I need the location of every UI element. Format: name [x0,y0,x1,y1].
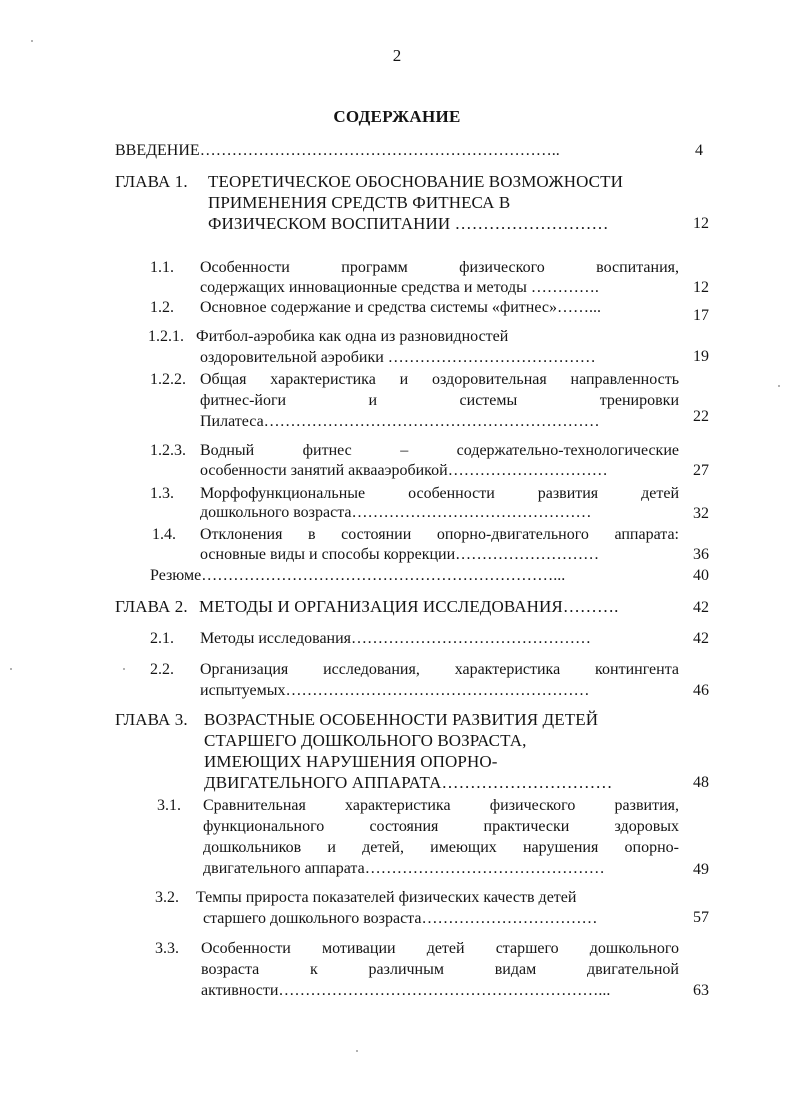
toc-s1-2-3-line: Водный фитнес – содержательно-технологические [200,442,679,459]
toc-s1-3-line: Морфофункциональные особенности развития детей [200,485,679,502]
toc-s3-2-number: 3.2. [155,889,179,906]
toc-s1-2-2-page: 22 [693,408,709,425]
toc-s1-4-line: основные виды и способы коррекции……………………… [200,546,600,563]
toc-s3-3-page: 63 [693,982,709,999]
toc-s1-3-number: 1.3. [150,485,174,502]
toc-s1-2-2-line: Общая характеристика и оздоровительная направленность [200,371,679,388]
page-title: СОДЕРЖАНИЕ [333,107,461,126]
toc-s3-1-line: дошкольников и детей, имеющих нарушения опорно- [203,839,679,856]
toc-s1-4-line: Отклонения в состоянии опорно-двигательного аппарата: [200,526,679,543]
toc-s1-2-1-line: оздоровительной аэробики ………………………………… [200,349,596,366]
toc-s1-2-3-number: 1.2.3. [150,442,186,459]
page-number: 2 [392,46,402,65]
toc-ch1-number: ГЛАВА 1. [115,172,188,191]
toc-s1-4-number: 1.4. [152,526,176,543]
toc-s1-2-3-line: особенности занятий аквааэробикой………………………… [200,462,608,479]
toc-intro-page: 4 [695,142,703,159]
toc-s3-1-number: 3.1. [157,797,181,814]
toc-s1-1-line: содержащих инновационные средства и методы …………. [200,279,599,296]
toc-ch1-page: 12 [693,215,709,232]
toc-s1-2-2-number: 1.2.2. [150,371,186,388]
scan-speck [10,668,12,670]
toc-s2-1-page: 42 [693,630,709,647]
toc-s3-2-page: 57 [693,909,709,926]
toc-s1-2-1-page: 19 [693,348,709,365]
toc-ch3-number: ГЛАВА 3. [115,710,188,729]
toc-s1-2-3-page: 27 [693,462,709,479]
toc-summary-page: 40 [693,567,709,584]
toc-ch3-page: 48 [693,774,709,791]
toc-s2-1-line: Методы исследования……………………………………… [200,630,592,647]
toc-s1-1-line: Особенности программ физического воспитания, [200,259,679,276]
toc-s3-3-line: активности……………………………………………………... [201,982,611,999]
toc-s1-4-page: 36 [693,546,709,563]
toc-s3-2-line: старшего дошкольного возраста…………………………… [203,910,598,927]
scan-speck [778,385,780,387]
toc-s3-3-line: возраста к различным видам двигательной [201,961,679,978]
toc-s3-1-line: функционального состояния практически здоровых [203,818,679,835]
toc-s3-3-line: Особенности мотивации детей старшего дошкольного [201,940,679,957]
toc-s1-3-line: дошкольного возраста……………………………………… [200,504,592,521]
toc-s2-1-number: 2.1. [150,630,174,647]
toc-s1-2-2-line: Пилатеса……………………………………………………… [200,413,600,430]
toc-s1-1-number: 1.1. [150,259,174,276]
toc-ch1-title-line: ФИЗИЧЕСКОМ ВОСПИТАНИИ ……………………… [208,214,609,233]
toc-s3-1-line: двигательного аппарата……………………………………… [203,860,605,877]
toc-intro-title: ВВЕДЕНИЕ………………………………………………………….. [115,142,560,159]
toc-s3-1-line: Сравнительная характеристика физического развития, [203,797,679,814]
toc-s1-2-1-line: Фитбол-аэробика как одна из разновидностей [196,328,509,345]
toc-s1-2-2-line: фитнес-йоги и системы тренировки [200,392,679,409]
toc-s2-2-line: испытуемых………………………………………………… [200,682,590,699]
toc-ch2-title-line: МЕТОДЫ И ОРГАНИЗАЦИЯ ИССЛЕДОВАНИЯ………. [199,597,619,616]
toc-ch3-title-line: ВОЗРАСТНЫЕ ОСОБЕННОСТИ РАЗВИТИЯ ДЕТЕЙ [204,710,599,729]
toc-s2-2-page: 46 [693,682,709,699]
toc-summary-title: Резюме…………………………………………………………... [150,567,566,584]
scan-speck [31,40,33,42]
scan-speck [123,668,125,670]
toc-ch2-page: 42 [693,599,709,616]
toc-ch1-title-line: ТЕОРЕТИЧЕСКОЕ ОБОСНОВАНИЕ ВОЗМОЖНОСТИ [208,172,623,191]
toc-s1-3-page: 32 [693,505,709,522]
toc-ch3-title-line: СТАРШЕГО ДОШКОЛЬНОГО ВОЗРАСТА, [204,731,527,750]
toc-s3-1-page: 49 [693,861,709,878]
toc-s2-2-line: Организация исследования, характеристика контингента [200,661,679,678]
scan-speck [356,1050,358,1052]
toc-s1-2-page: 17 [693,307,709,324]
toc-s1-2-1-number: 1.2.1. [148,328,184,345]
toc-ch2-number: ГЛАВА 2. [115,597,188,616]
toc-s2-2-number: 2.2. [150,661,174,678]
toc-ch3-title-line: ДВИГАТЕЛЬНОГО АППАРАТА………………………… [204,773,613,792]
toc-s1-2-number: 1.2. [150,299,174,316]
toc-ch1-title-line: ПРИМЕНЕНИЯ СРЕДСТВ ФИТНЕСА В [208,193,511,212]
toc-s1-1-page: 12 [693,279,709,296]
toc-s3-2-line: Темпы прироста показателей физических качеств детей [196,889,577,906]
toc-s3-3-number: 3.3. [155,940,179,957]
toc-ch3-title-line: ИМЕЮЩИХ НАРУШЕНИЯ ОПОРНО- [204,752,498,771]
toc-s1-2-line: Основное содержание и средства системы «фитнес»……... [200,299,601,316]
